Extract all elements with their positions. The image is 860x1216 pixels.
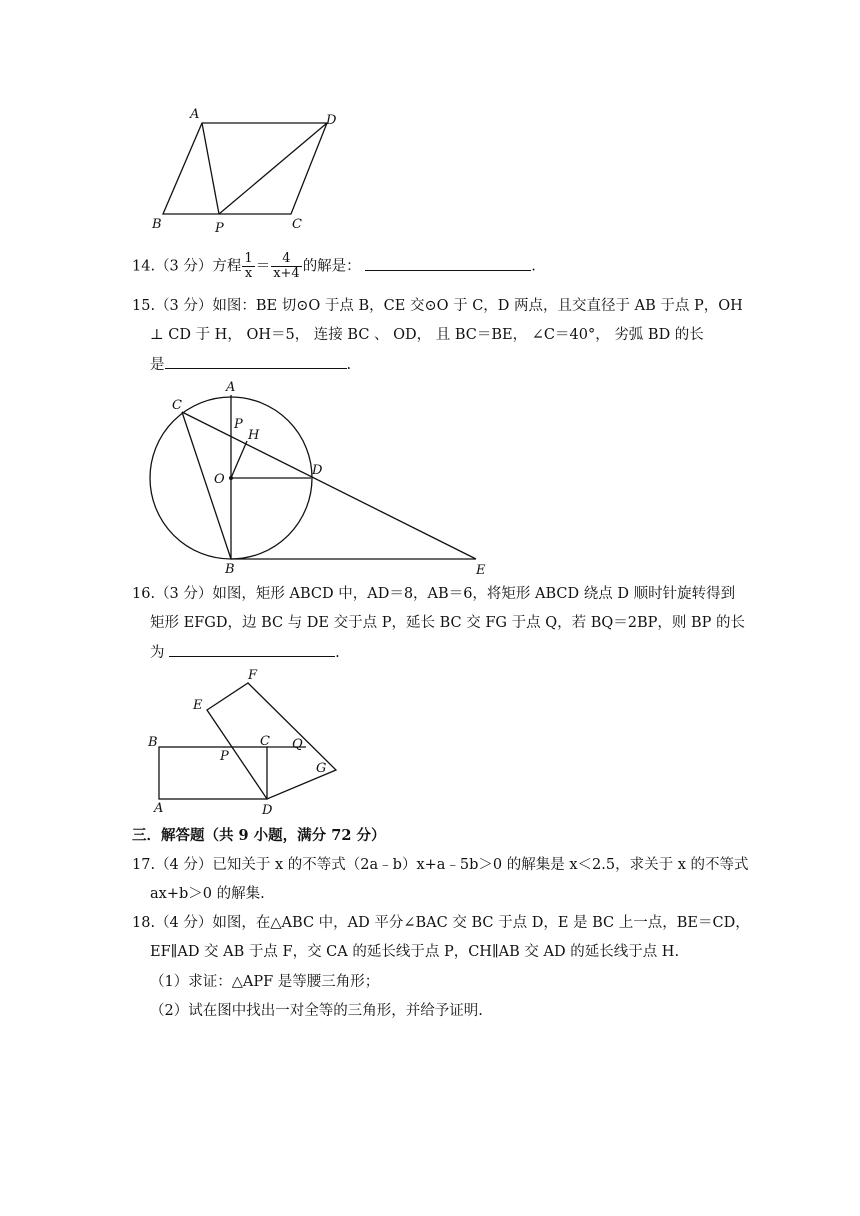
q15-line-1 <box>132 296 743 316</box>
label-o: O <box>214 472 225 487</box>
parallelogram-abcd <box>163 123 327 214</box>
q18-number: 18. <box>132 915 156 931</box>
label-b: B <box>225 562 235 577</box>
q18-score: （4 分） <box>155 915 213 931</box>
q16-text-2: 矩形 EFGD，边 BC 与 DE 交于点 P，延长 BC 交 FG 于点 Q，若 BQ＝2BP，则 BP 的长 <box>150 615 746 631</box>
segment-dp <box>219 123 327 214</box>
label-b: B <box>148 735 158 750</box>
q18-line-1 <box>132 913 750 933</box>
label-d: D <box>312 463 323 478</box>
q18-text-2: EF∥AD 交 AB 于点 F，交 CA 的延长线于点 P，CH∥AB 交 AD 的延长线于点 H. <box>150 944 680 960</box>
q16-line-2 <box>150 613 745 633</box>
label-h: H <box>248 428 260 443</box>
q16-answer-blank[interactable] <box>169 642 335 657</box>
q14-number: 14. <box>132 258 156 275</box>
q14-line <box>132 252 536 281</box>
label-c: C <box>260 734 270 749</box>
q15-text-2: ⊥ CD 于 H， OH＝5， 连接 BC 、 OD， 且 BC＝BE， ∠C＝40°， 劣弧 BD 的长 <box>150 327 704 343</box>
label-a: A <box>154 801 164 816</box>
q15-text-3: 是 <box>150 357 165 373</box>
label-p: P <box>220 749 229 764</box>
label-c: C <box>292 217 302 232</box>
q15-period: . <box>346 357 352 373</box>
q16-number: 16. <box>132 586 156 602</box>
q18-text-1: 如图，在△ABC 中，AD 平分∠BAC 交 BC 于点 D，E 是 BC 上一点，BE＝CD， <box>212 915 750 931</box>
q14-text-before: 方程 <box>212 258 242 275</box>
q17-text-2: ax+b＞0 的解集. <box>150 886 265 902</box>
q17-number: 17. <box>132 857 156 873</box>
label-d: D <box>262 803 273 818</box>
q14-equals: ＝ <box>255 258 271 275</box>
q15-score: （3 分） <box>155 298 213 314</box>
q16-period: . <box>335 645 340 661</box>
segment-ce <box>182 412 476 559</box>
rectangle-abcd <box>159 747 267 799</box>
segment-ap <box>202 123 219 214</box>
label-p: P <box>215 221 224 236</box>
q15-number: 15. <box>132 298 156 314</box>
q16-text-3: 为 <box>150 645 165 661</box>
label-a: A <box>226 380 236 395</box>
q14-period: . <box>531 258 536 275</box>
label-c: C <box>172 398 182 413</box>
label-p: P <box>234 417 243 432</box>
label-e: E <box>193 698 203 713</box>
q18-line-2 <box>150 942 679 962</box>
q16-line-1 <box>132 584 735 604</box>
q14-text-after: 的解是： <box>302 258 361 275</box>
q15-figure <box>140 378 500 578</box>
q16-figure <box>140 664 360 818</box>
label-g: G <box>316 761 327 776</box>
segment-oh <box>231 441 247 478</box>
label-e: E <box>476 563 486 578</box>
q16-score: （3 分） <box>155 586 213 602</box>
label-b: B <box>152 217 162 232</box>
q15-answer-blank[interactable] <box>165 354 347 369</box>
q16-line-3 <box>150 642 340 663</box>
q17-score: （4 分） <box>155 857 213 873</box>
label-q: Q <box>292 737 303 752</box>
q15-text-1: 如图：BE 切⊙O 于点 B，CE 交⊙O 于 C，D 两点，且交直径于 AB 于点 P，OH <box>212 298 743 314</box>
q16-text-1: 如图，矩形 ABCD 中，AD＝8，AB＝6，将矩形 ABCD 绕点 D 顺时针旋转得到 <box>212 586 736 602</box>
label-f: F <box>248 668 258 683</box>
q18-sub-2-text: （2）试在图中找出一对全等的三角形，并给予证明. <box>150 1003 483 1019</box>
q14-fraction-1: $\frac{1}{x}$ <box>244 251 253 281</box>
q14-score: （3 分） <box>155 258 213 275</box>
label-d: D <box>326 113 337 128</box>
q14-answer-blank[interactable] <box>365 256 531 271</box>
q18-sub-2 <box>150 1001 483 1021</box>
q17-line-1 <box>132 855 749 875</box>
q15-line-2 <box>150 325 704 345</box>
q17-text-1: 已知关于 x 的不等式（2a﹣b）x+a﹣5b＞0 的解集是 x＜2.5，求关于 x 的不等式 <box>212 857 749 873</box>
q17-line-2 <box>150 884 265 904</box>
q13-figure <box>140 100 360 240</box>
q18-sub-1-text: （1）求证：△APF 是等腰三角形； <box>150 974 380 990</box>
section-3-heading: 三．解答题（共 9 小题，满分 72 分） <box>132 827 386 844</box>
label-a: A <box>190 107 200 122</box>
rectangle-efgd <box>207 683 336 799</box>
q15-line-3 <box>150 354 351 375</box>
q14-fraction-2: $\frac{4}{x+4}$ <box>273 251 300 281</box>
q18-sub-1 <box>150 972 379 992</box>
center-dot <box>229 476 233 480</box>
